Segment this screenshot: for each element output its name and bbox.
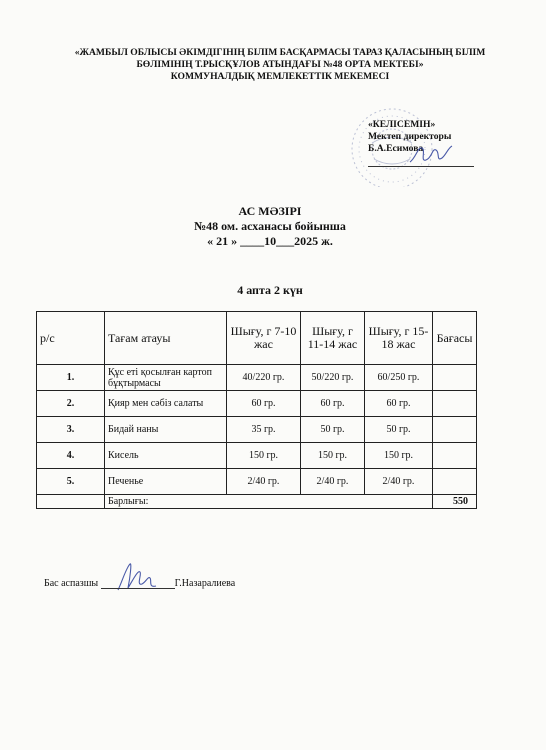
dish-price (433, 443, 477, 469)
chef-signature-block (44, 578, 235, 589)
chef-label: Бас аспазшы (44, 578, 99, 589)
portion-11-14: 150 гр. (301, 443, 365, 469)
dish-name: Печенье (105, 469, 227, 495)
col-header-price: Бағасы (433, 312, 477, 365)
portion-15-18: 2/40 гр. (365, 469, 433, 495)
header-line-3: КОММУНАЛДЫҚ МЕМЛЕКЕТТІК МЕКЕМЕСІ (170, 71, 390, 82)
dish-name: Құс еті қосылған картоп бұқтырмасы (105, 365, 227, 391)
total-label: Барлығы: (105, 495, 433, 509)
portion-7-10: 40/220 гр. (227, 365, 301, 391)
table-row (37, 365, 477, 391)
dish-name: Бидай наны (105, 417, 227, 443)
col-header-age-7-10: Шығу, г 7-10 жас (227, 312, 301, 365)
portion-7-10: 2/40 гр. (227, 469, 301, 495)
table-row (37, 469, 477, 495)
col-header-dish: Тағам атауы (105, 312, 227, 365)
dish-price (433, 417, 477, 443)
chef-signature-line (101, 578, 175, 589)
total-value: 550 (433, 495, 477, 509)
portion-11-14: 2/40 гр. (301, 469, 365, 495)
portion-15-18: 50 гр. (365, 417, 433, 443)
menu-title: АС МӘЗІРІ (238, 204, 302, 218)
portion-7-10: 35 гр. (227, 417, 301, 443)
row-number: 4. (37, 443, 105, 469)
dish-price (433, 469, 477, 495)
portion-7-10: 60 гр. (227, 391, 301, 417)
col-header-age-15-18: Шығу, г 15-18 жас (365, 312, 433, 365)
total-empty-cell (37, 495, 105, 509)
portion-11-14: 50/220 гр. (301, 365, 365, 391)
table-total-row (37, 495, 477, 509)
dish-name: Қияр мен сәбіз салаты (105, 391, 227, 417)
menu-subtitle: №48 ом. асханасы бойынша (194, 219, 346, 233)
col-header-number: р/с (37, 312, 105, 365)
approval-position: Мектеп директоры (368, 131, 452, 142)
dish-name: Кисель (105, 443, 227, 469)
portion-7-10: 150 гр. (227, 443, 301, 469)
menu-date: « 21 » ____10___2025 ж. (207, 234, 333, 248)
table-row (37, 443, 477, 469)
dish-price (433, 365, 477, 391)
dish-price (433, 391, 477, 417)
menu-title-block (90, 204, 450, 249)
row-number: 2. (37, 391, 105, 417)
chef-name: Г.Назаралиева (174, 578, 236, 589)
week-day-label: 4 апта 2 күн (237, 283, 303, 297)
portion-15-18: 60/250 гр. (365, 365, 433, 391)
row-number: 5. (37, 469, 105, 495)
menu-table (36, 311, 477, 509)
portion-15-18: 150 гр. (365, 443, 433, 469)
document-header (40, 47, 520, 83)
table-row (37, 391, 477, 417)
director-signature-icon (408, 140, 454, 168)
approval-name: Б.А.Есимова (368, 143, 424, 154)
header-line-1: «ЖАМБЫЛ ОБЛЫСЫ ӘКІМДІГІНІҢ БІЛІМ БАСҚАРМАСЫ ТАРАЗ ҚАЛАСЫНЫҢ БІЛІМ (74, 47, 486, 58)
table-row (37, 417, 477, 443)
table-header-row (37, 312, 477, 365)
portion-11-14: 50 гр. (301, 417, 365, 443)
portion-15-18: 60 гр. (365, 391, 433, 417)
col-header-age-11-14: Шығу, г 11-14 жас (301, 312, 365, 365)
header-line-2: БӨЛІМІНІҢ Т.РЫСҚҰЛОВ АТЫНДАҒЫ №48 ОРТА МЕКТЕБІ» (136, 59, 424, 70)
portion-11-14: 60 гр. (301, 391, 365, 417)
row-number: 3. (37, 417, 105, 443)
approval-heading: «КЕЛІСЕМІН» (368, 119, 436, 130)
row-number: 1. (37, 365, 105, 391)
